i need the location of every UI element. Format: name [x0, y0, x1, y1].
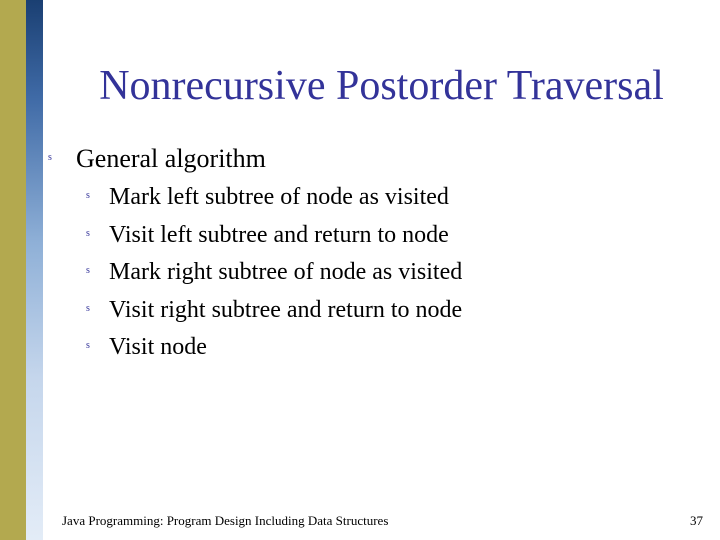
side-band [0, 0, 26, 540]
sub-bullet-icon: s [86, 340, 90, 351]
footer-text: Java Programming: Program Design Including Data Structures [62, 513, 389, 528]
sub-bullet-text: Mark right subtree of node as visited [109, 259, 463, 285]
sub-bullet-icon: s [86, 265, 90, 276]
page-number: 37 [690, 513, 703, 528]
sub-bullet-text: Visit node [109, 334, 207, 360]
side-gradient [26, 0, 43, 540]
sub-bullet-text: Visit right subtree and return to node [109, 297, 463, 323]
sub-bullet-icon: s [86, 228, 90, 239]
sub-bullet-text: Visit left subtree and return to node [109, 222, 449, 248]
sub-bullet-text: Mark left subtree of node as visited [109, 184, 449, 210]
slide-title: Nonrecursive Postorder Traversal [99, 63, 664, 109]
sub-bullet-icon: s [86, 190, 90, 201]
sub-bullet-icon: s [86, 303, 90, 314]
bullet-text: General algorithm [76, 144, 266, 173]
bullet-icon: s [48, 152, 52, 163]
